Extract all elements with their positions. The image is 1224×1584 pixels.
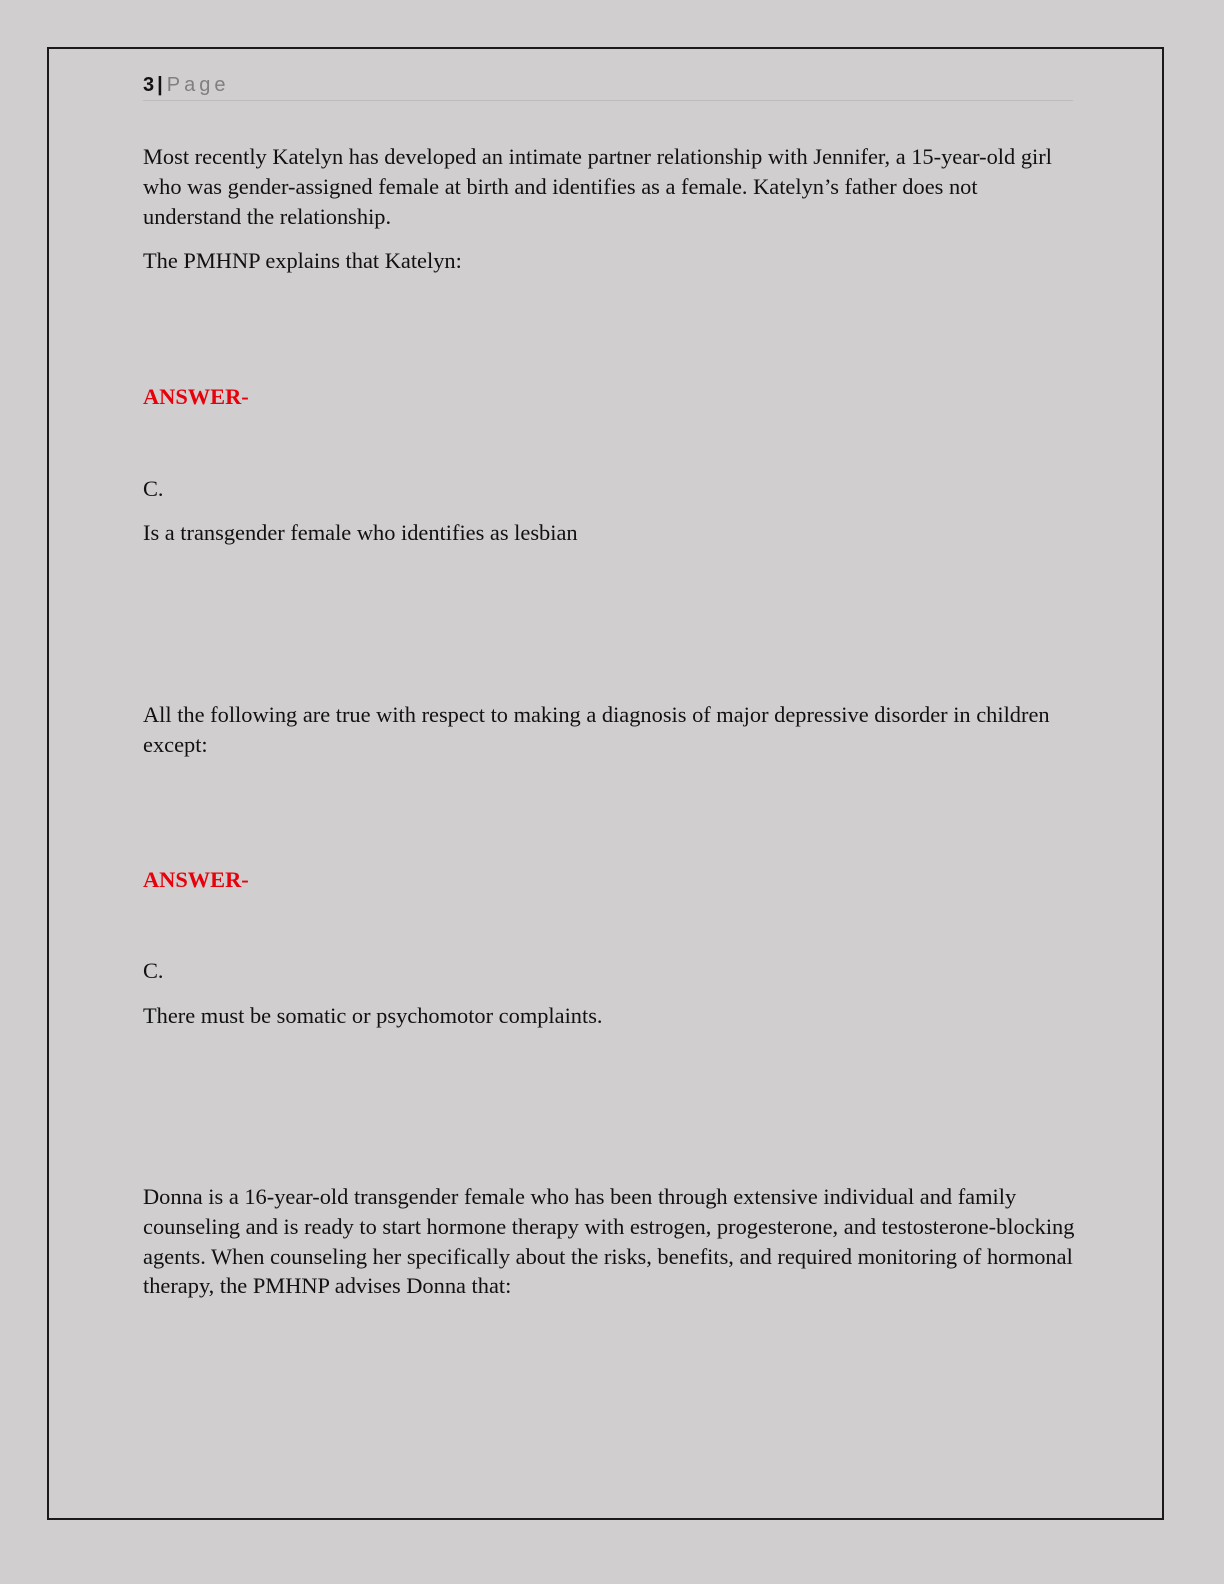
answer-1-text: Is a transgender female who identifies as lesbian [143, 520, 578, 545]
question-3-text: Donna is a 16-year-old transgender female who has been through extensive individual and family counseling and is ready to start hormone therapy with estrogen, progesterone, and testosterone-blocking agents. When counseling her specifically about the risks, benefits, and required monitoring of hormonal therapy, the PMHNP advises Donna that: [143, 1184, 1075, 1299]
header-separator: | [157, 74, 163, 96]
question-1-text: Most recently Katelyn has developed an intimate partner relationship with Jennifer, a 15-year-old girl who was gender-assigned female at birth and identifies as a female. Katelyn’s father does not understand the relationship. [143, 144, 1052, 229]
page-header [143, 72, 1073, 101]
page-label: Page [166, 74, 230, 96]
page-number: 3 [143, 74, 155, 96]
answer-2-label: ANSWER- [143, 867, 249, 892]
answer-2-letter: C. [143, 958, 164, 983]
answer-1-label: ANSWER- [143, 384, 249, 409]
answer-2-text: There must be somatic or psychomotor complaints. [143, 1003, 603, 1028]
question-1-prompt: The PMHNP explains that Katelyn: [143, 248, 462, 273]
question-2-text: All the following are true with respect to making a diagnosis of major depressive disorder in children except: [143, 702, 1050, 757]
answer-1-letter: C. [143, 476, 164, 501]
